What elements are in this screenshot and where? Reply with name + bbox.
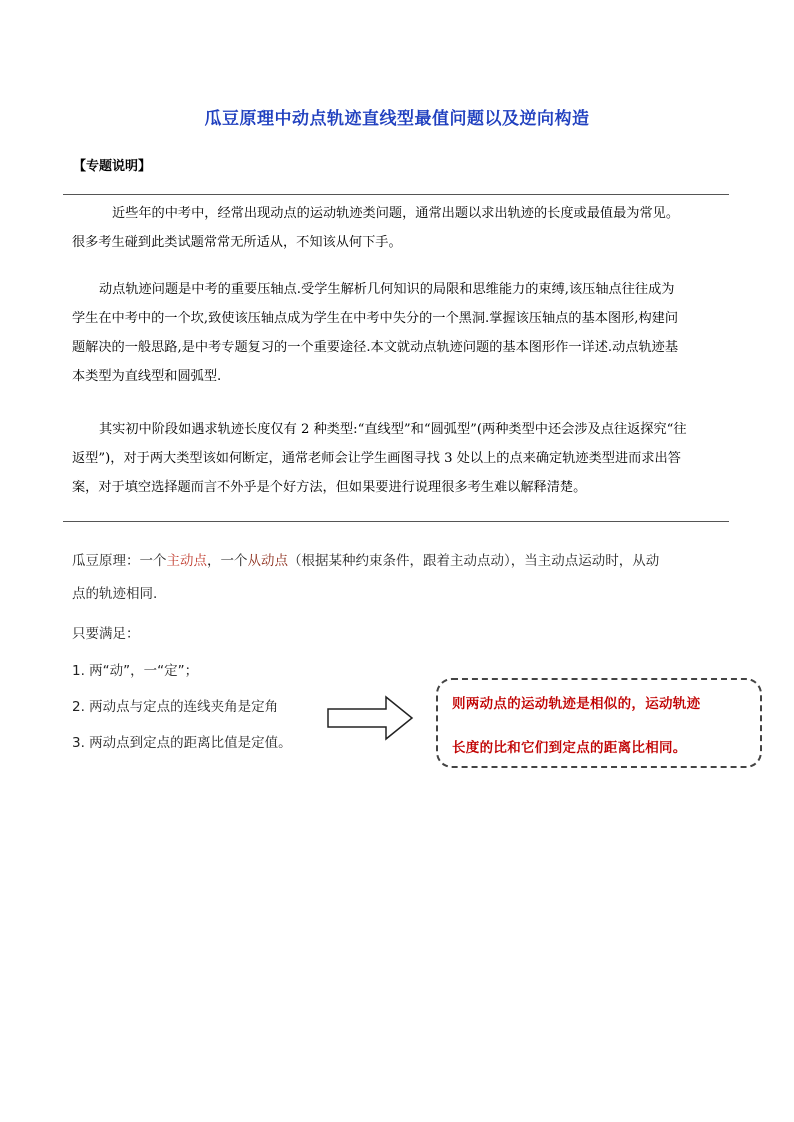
right-arrow-icon <box>326 695 414 741</box>
document-title: 瓜豆原理中动点轨迹直线型最值问题以及逆向构造 <box>204 109 590 129</box>
intro-p2-line-2: 学生在中考中的一个坎,致使该压轴点成为学生在中考中失分的一个黑洞.掌握该压轴点的基本图形,构建问 <box>72 311 679 326</box>
section-label: 【专题说明】 <box>73 159 152 174</box>
intro-paragraph-2 <box>72 275 726 391</box>
intro-p3-line-3: 案，对于填空选择题而言不外乎是个好方法，但如果要进行说理很多考生难以解释清楚。 <box>72 480 587 495</box>
follow-point-term: 从动点 <box>247 553 288 569</box>
intro-p2-line-1: 动点轨迹问题是中考的重要压轴点.受学生解析几何知识的局限和思维能力的束缚,该压轴点往往成为 <box>99 282 675 297</box>
top-divider <box>63 194 729 195</box>
intro-p1-line-1: 近些年的中考中，经常出现动点的运动轨迹类问题，通常出题以求出轨迹的长度或最值最为常见。 <box>112 206 680 221</box>
intro-paragraph-1 <box>72 199 726 257</box>
conditions-label: 只要满足： <box>72 626 140 642</box>
intro-paragraph-3 <box>72 415 726 502</box>
principle-statement <box>72 549 659 569</box>
intro-p2-line-4: 本类型为直线型和圆弧型. <box>72 369 222 384</box>
bottom-divider <box>63 521 729 522</box>
main-point-term: 主动点 <box>166 553 207 569</box>
principle-suffix: （根据某种约束条件，跟着主动点动），当主动点运动时，从动 <box>288 553 660 569</box>
condition-item: 3. 两动点到定点的距离比值是定值。 <box>72 735 292 751</box>
condition-item: 2. 两动点与定点的连线夹角是定角 <box>72 699 279 715</box>
principle-statement-line-2: 点的轨迹相同. <box>72 586 158 602</box>
condition-item: 1. 两“动”，一“定”； <box>72 663 199 679</box>
principle-prefix: 瓜豆原理：一个 <box>72 553 167 569</box>
intro-p1-line-2: 很多考生碰到此类试题常常无所适从，不知该从何下手。 <box>72 235 402 250</box>
conclusion-line-2: 长度的比和它们到定点的距离比相同。 <box>452 740 687 756</box>
intro-p2-line-3: 题解决的一般思路,是中考专题复习的一个重要途径.本文就动点轨迹问题的基本图形作一详述.动点轨迹基 <box>72 340 679 355</box>
intro-p3-line-2: 返型”)，对于两大类型该如何断定，通常老师会让学生画图寻找 3 处以上的点来确定轨迹类型进而求出答 <box>72 451 681 466</box>
conclusion-line-1: 则两动点的运动轨迹是相似的，运动轨迹 <box>452 696 701 712</box>
intro-p3-line-1: 其实初中阶段如遇求轨迹长度仅有 2 种类型:“直线型”和“圆弧型”(两种类型中还会涉及点往返探究“往 <box>99 422 687 437</box>
principle-mid: ，一个 <box>207 553 248 569</box>
